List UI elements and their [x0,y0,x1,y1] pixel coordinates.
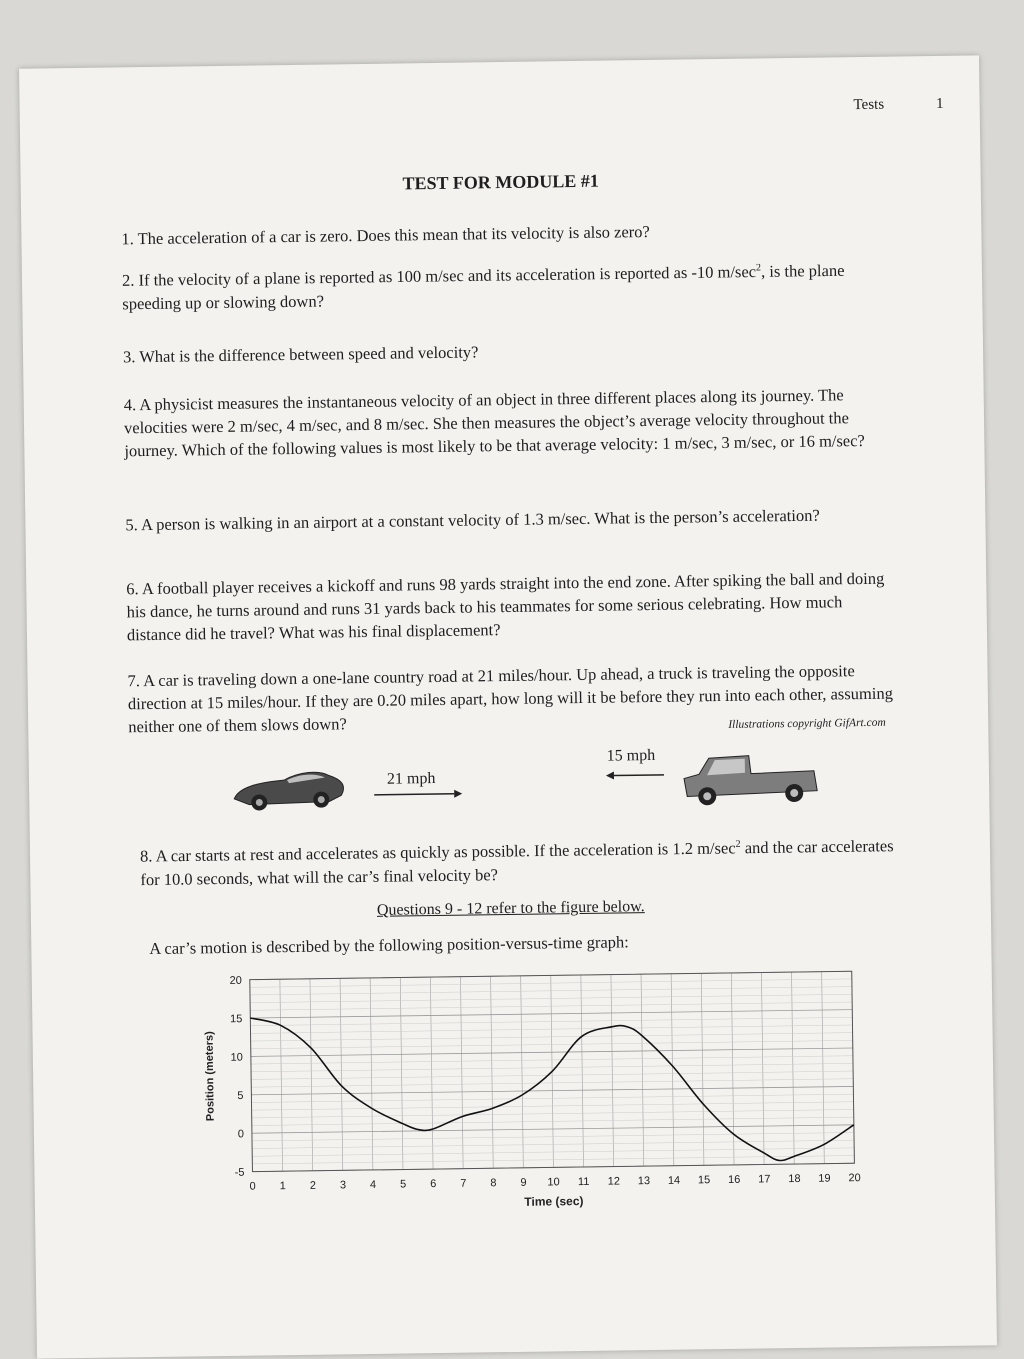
x-tick-label: 5 [400,1178,407,1191]
grid-line-x [611,975,614,1167]
chart-svg [162,957,866,1227]
x-tick-label: 10 [547,1176,560,1189]
x-tick-label: 7 [460,1177,467,1190]
graph-intro: A car’s motion is described by the following position-versus-time graph: [149,932,629,959]
x-tick-label: 13 [637,1175,651,1188]
question-1: 1. The acceleration of a car is zero. Does this mean that its velocity is also zero? [121,221,650,249]
grid-line-x [701,973,704,1165]
x-tick-label: 8 [490,1177,497,1190]
x-tick-label: 4 [369,1178,377,1191]
grid-line-x [521,976,524,1168]
x-tick-label: 12 [607,1175,621,1188]
figure-reference: Questions 9 - 12 refer to the figure below. [376,898,645,919]
question-4: 4. A physicist measures the instantaneous velocity of an object in three different places along its journey. The velocities were 2 m/sec, 4 m/sec, and 8 m/sec. She then measures the object’s average velocity throughout the journey. Which of the following values is most likely to be that average velocity: 1 m/sec, 3 m/sec, or 16 m/sec? [123,385,865,461]
grid-line-x [340,978,343,1170]
question-6: 6. A football player receives a kickoff and runs 98 yards straight into the end zone. After spiking the ball and doing his dance, he turns around and runs 31 yards back to his teammates for some serious celebrating. How much distance did he travel? What was his final displacement? [126,568,885,645]
question-8-text-end: and the car accelerates for 10.0 seconds, what will the car’s final velocity be? [140,836,894,889]
x-tick-label: 14 [667,1174,681,1187]
question-8-text: 8. A car starts at rest and accelerates as quickly as possible. If the acceleration is 1.2 m/sec [139,838,736,866]
y-tick-label: 20 [229,974,242,987]
grid-line-x [822,972,825,1164]
question-5: 5. A person is walking in an airport at a constant velocity of 1.3 m/sec. What is the person’s acceleration? [125,505,820,535]
grid-line-x [370,978,373,1170]
x-tick-label: 6 [430,1178,437,1191]
y-tick-label: 0 [237,1128,245,1141]
test-page [19,55,997,1358]
grid-line-x [792,972,795,1164]
question-2-text: 2. If the velocity of a plane is reported as 100 m/sec and its acceleration is reported as -10 m/sec [121,261,757,290]
question-2-exponent: 2 [755,262,762,274]
question-7: 7. A car is traveling down a one-lane country road at 21 miles/hour. Up ahead, a truck is traveling the opposite direction at 15 miles/hour. If they are 0.20 miles apart, how long will it be before they run into each other, assuming neither one of them slows down? [127,661,894,737]
question-2 [122,255,893,315]
page-header [853,96,943,114]
grid-line-x [581,975,584,1167]
x-tick-label: 1 [279,1180,286,1193]
x-tick-label: 15 [697,1174,711,1187]
position-time-chart [162,957,866,1227]
grid-line-x [460,977,463,1169]
x-tick-label: 9 [520,1176,527,1189]
x-tick-label: 0 [249,1180,256,1193]
x-tick-label: 17 [758,1173,771,1186]
truck-icon [684,755,818,806]
page-number: 1 [936,95,944,112]
vehicle-illustration [229,743,830,821]
y-tick-label: -5 [234,1166,245,1179]
grid-line-x [641,974,644,1166]
truck-speed-label: 15 mph [606,746,656,765]
x-tick-label: 2 [309,1179,317,1192]
grid-line-x [491,976,494,1168]
y-tick-label: 15 [229,1013,243,1026]
car-icon [229,743,830,821]
question-8-exponent: 2 [735,838,741,850]
x-axis-title: Time (sec) [524,1193,584,1209]
x-tick-label: 11 [577,1175,590,1189]
grid-line-x [761,972,764,1164]
grid-line-x [310,979,313,1171]
grid-line-x [280,979,283,1171]
question-2-text-end: , is the plane speeding up or slowing down? [122,260,845,313]
y-tick-label: 5 [237,1089,244,1103]
x-tick-label: 16 [728,1173,741,1186]
x-tick-label: 3 [339,1179,347,1192]
grid-line-x [671,974,674,1166]
x-tick-label: 19 [818,1172,831,1185]
question-8 [140,830,911,890]
page-title: TEST FOR MODULE #1 [402,170,599,194]
question-3: 3. What is the difference between speed and velocity? [122,342,479,367]
illustration-credit: Illustrations copyright GifArt.com [728,716,886,731]
grid-line-x [731,973,734,1165]
x-tick-label: 20 [848,1172,861,1185]
x-tick-label: 18 [788,1172,801,1186]
y-axis-title: Position (meters) [203,1031,217,1122]
section-label: Tests [853,96,885,114]
y-tick-label: 10 [230,1051,243,1064]
grid-line-x [400,978,403,1170]
car-speed-label: 21 mph [386,770,436,788]
grid-line-x [430,977,433,1169]
